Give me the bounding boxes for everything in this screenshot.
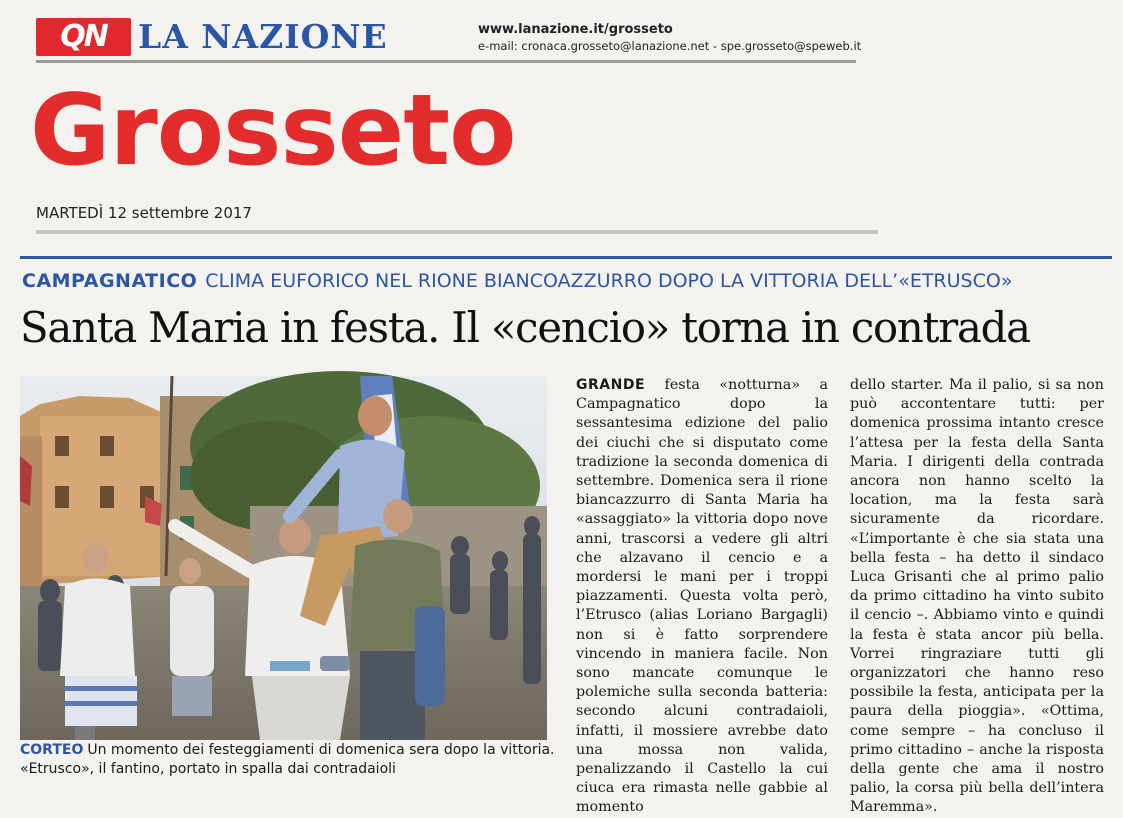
body-text-col2: dello starter. Ma il palio, si sa non può accontentare tutti: per domenica prossima intanto cresce l’attesa per la festa della Santa Maria. I dirigenti della contrada ancora non hanno scelto la location, ma la festa sarà sicuramente da ricordare. «L’importante è che sia stata una bella festa – ha detto il sindaco Luca Grisanti che al primo palio da primo cittadino ha vinto subito il cencio –. Abbiamo vinto e quindi la festa è stata ancor più bella. Vorrei ringraziare tutti gli organizzatori che hanno reso possibile la festa, anticipata per la paura della pioggia». «Ottima, come sempre – ha concluso il primo cittadino – anche la risposta della gente che ama il nostro palio, la corsa più bella dell’intera Maremma». xyxy=(850,377,1104,816)
qn-logo: QN xyxy=(36,18,131,56)
newspaper-brand: LA NAZIONE xyxy=(138,17,388,56)
caption-text: Un momento dei festeggiamenti di domenica sera dopo la vittoria. «Etrusco», il fantino, portato in spalla dai contradaioli xyxy=(20,742,555,777)
article-body-column-1 xyxy=(576,376,828,816)
issue-date: MARTEDÌ 12 settembre 2017 xyxy=(36,204,252,222)
kicker-subtitle: CLIMA EUFORICO NEL RIONE BIANCOAZZURRO DOPO LA VITTORIA DELL’«ETRUSCO» xyxy=(205,270,1013,292)
lead-word: GRANDE xyxy=(576,377,646,393)
site-url: www.lanazione.it/grosseto xyxy=(478,22,673,37)
section-rule xyxy=(36,230,878,234)
article-headline: Santa Maria in festa. Il «cencio» torna in contrada xyxy=(20,303,1030,352)
city-edition-title: Grosseto xyxy=(30,74,516,188)
article-kicker xyxy=(22,268,1012,294)
body-text-col1: festa «notturna» a Campagnatico dopo la sessantesima edizione del palio dei ciuchi che si disputato come tradizione la seconda domenica di settembre. Domenica sera il rione biancazzurro di Santa Maria ha «assaggiato» la vittoria dopo nove anni, trascorsi a vedere gli altri che alzavano il cencio e a mordersi le mani per i troppi piazzamenti. Questa volta però, l’Etrusco (alias Loriano Bargagli) non si è fatto sorprendere vincendo in maniera facile. Non sono mancate comunque le polemiche sulla seconda batteria: secondo alcuni contradaioli, infatti, il mossiere avrebbe dato una mossa non valida, penalizzando il Castello la cui ciuca era rimasta nelle gabbie al momento xyxy=(576,377,828,816)
kicker-place: CAMPAGNATICO xyxy=(22,270,198,292)
article-body-column-2 xyxy=(850,376,1104,816)
contact-emails: e-mail: cronaca.grosseto@lanazione.net - spe.grosseto@speweb.it xyxy=(478,39,862,53)
photo-caption xyxy=(20,741,555,779)
masthead-rule xyxy=(36,60,856,63)
caption-label: CORTEO xyxy=(20,742,84,758)
article-photo xyxy=(20,376,547,740)
article-top-rule xyxy=(20,256,1112,259)
